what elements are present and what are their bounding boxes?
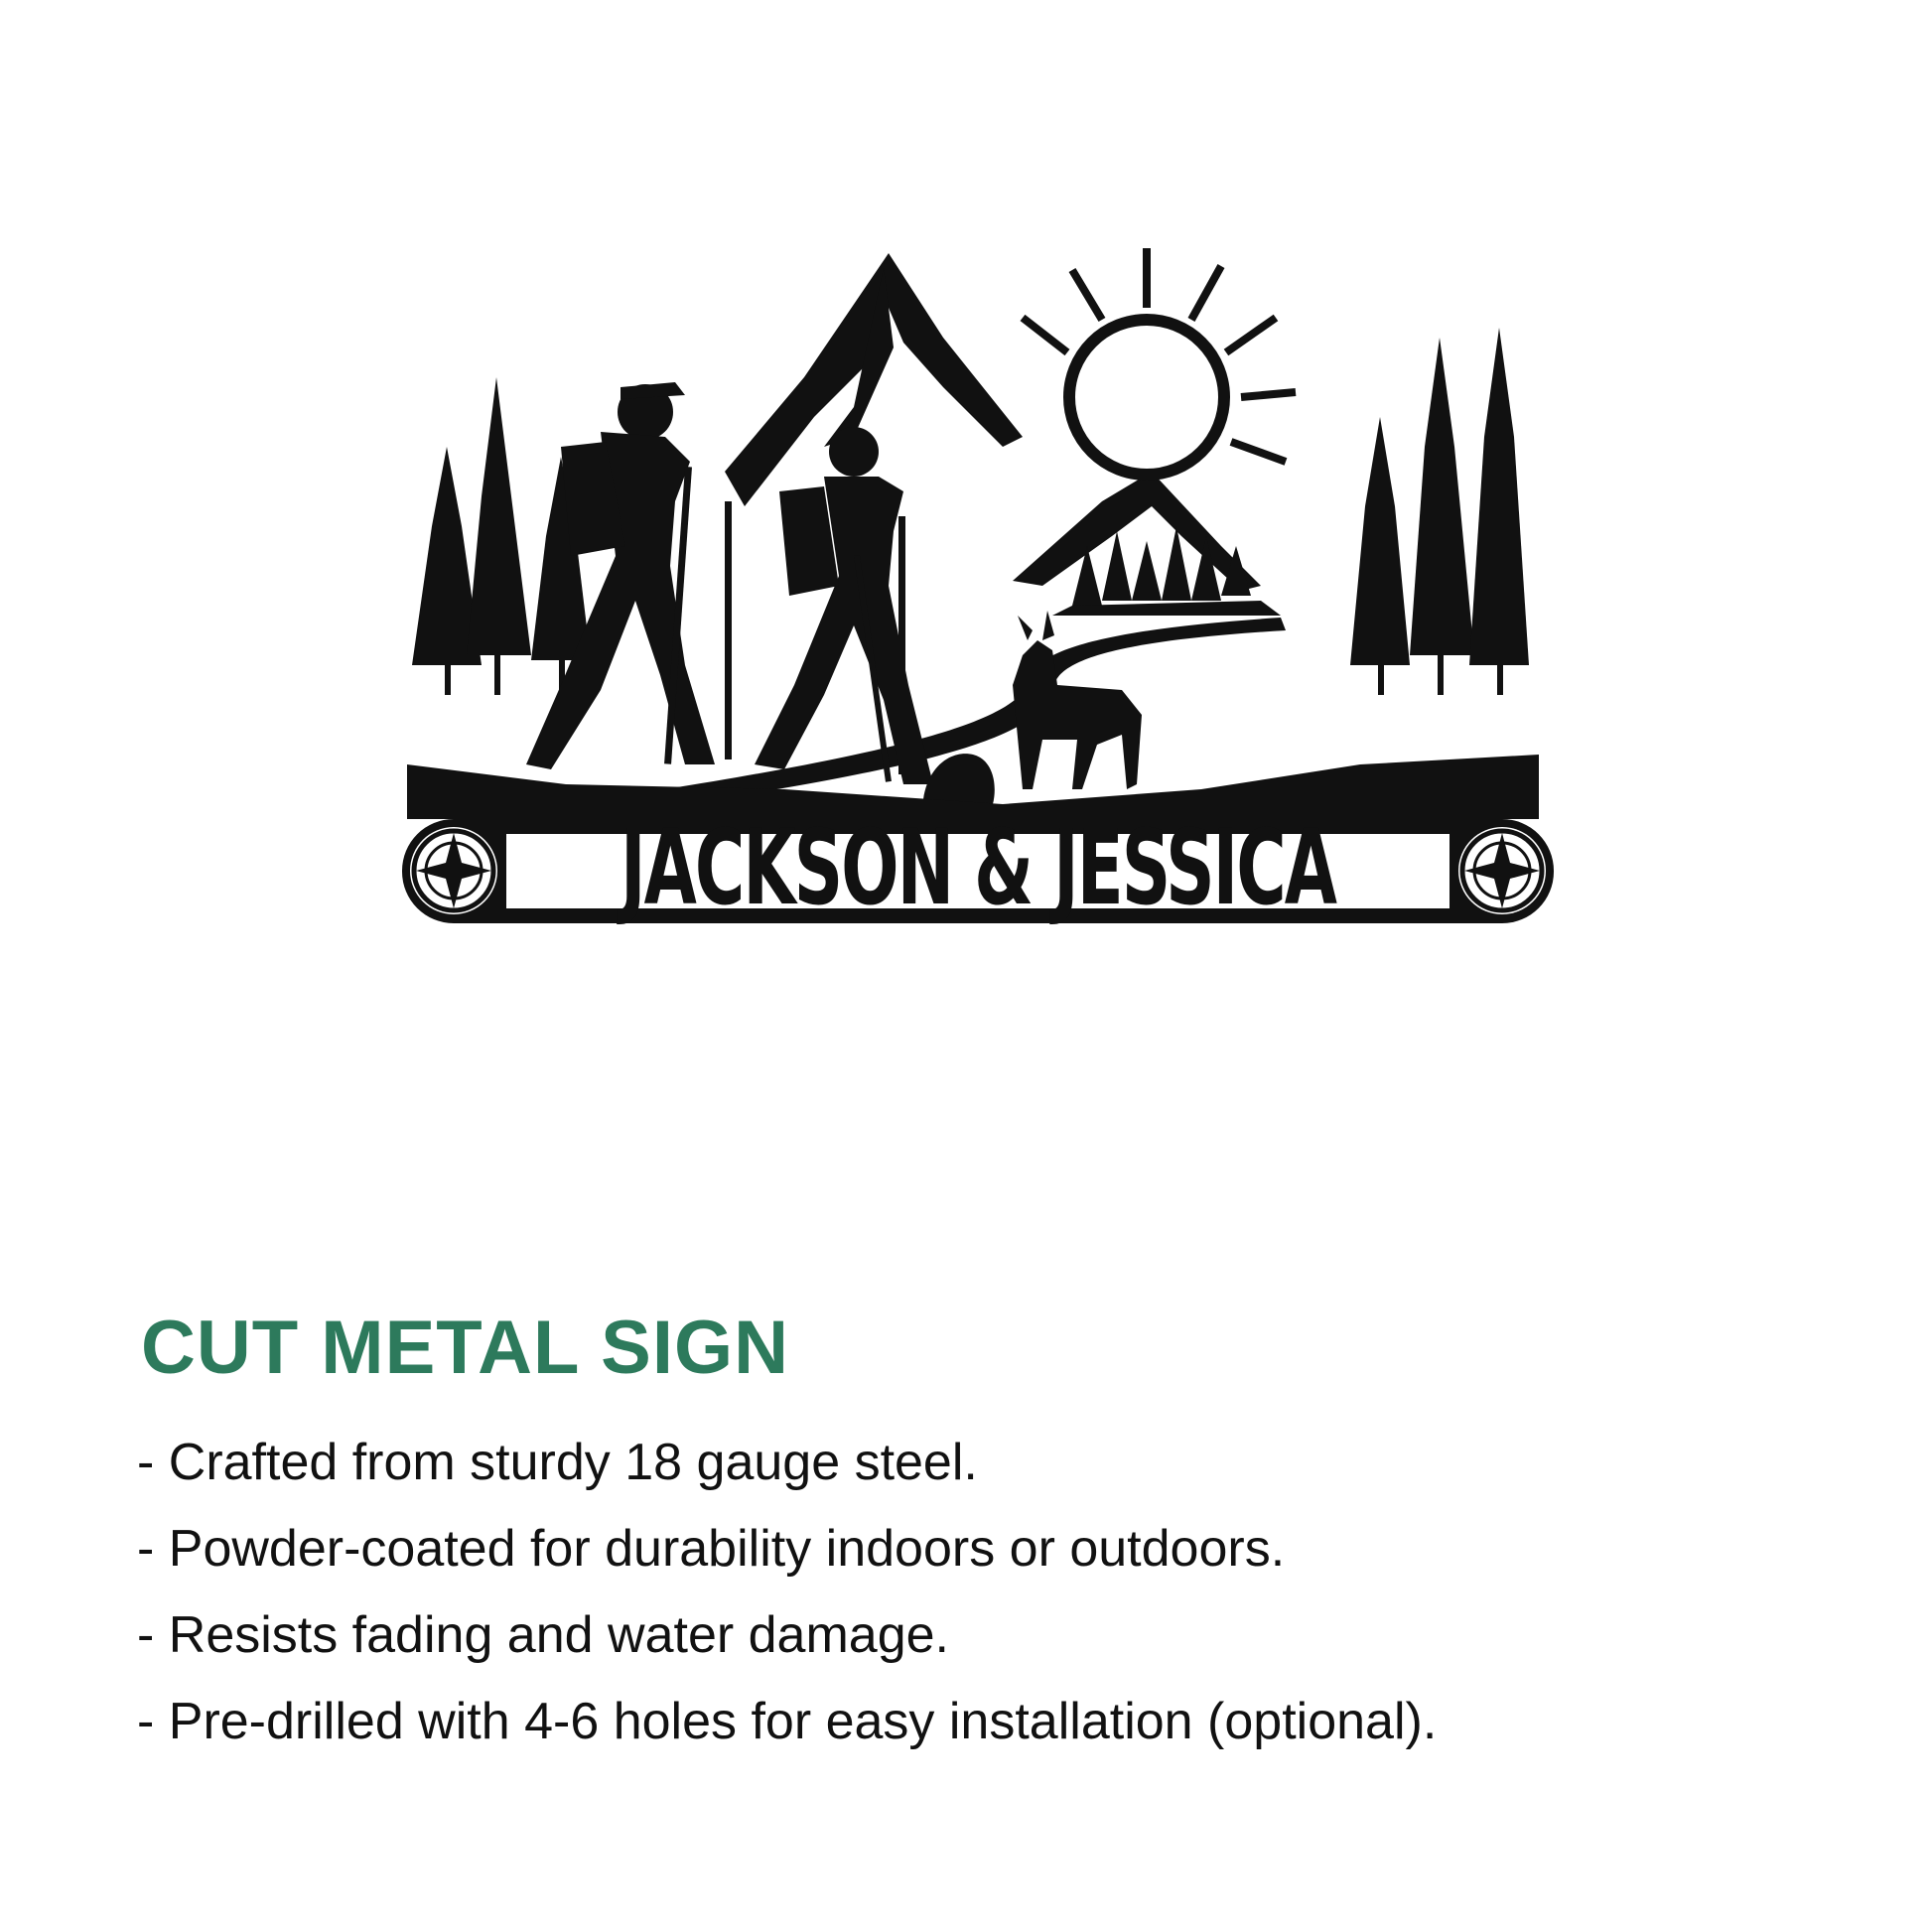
product-info — [137, 1306, 1825, 1765]
pine-tree-left-icon — [412, 377, 591, 695]
metal-sign-illustration — [387, 248, 1569, 983]
feature-item: - Resists fading and water damage. — [137, 1606, 949, 1664]
feature-item: - Powder-coated for durability indoors or outdoors. — [137, 1520, 1286, 1578]
feature-list — [137, 1420, 1825, 1765]
mountain-right-icon — [1013, 472, 1261, 591]
product-title: CUT METAL SIGN — [141, 1306, 789, 1390]
compass-left-icon — [410, 827, 497, 914]
female-hiker-icon — [755, 427, 933, 784]
sun-icon — [1023, 248, 1296, 475]
feature-item: - Crafted from sturdy 18 gauge steel. — [137, 1434, 978, 1491]
pine-tree-right-icon — [1350, 328, 1529, 695]
compass-right-icon — [1458, 827, 1546, 914]
sign-graphic — [387, 248, 1569, 983]
sign-name-text: JACKSON & JESSICA — [617, 807, 1337, 928]
feature-item: - Pre-drilled with 4-6 holes for easy installation (optional). — [137, 1693, 1438, 1750]
